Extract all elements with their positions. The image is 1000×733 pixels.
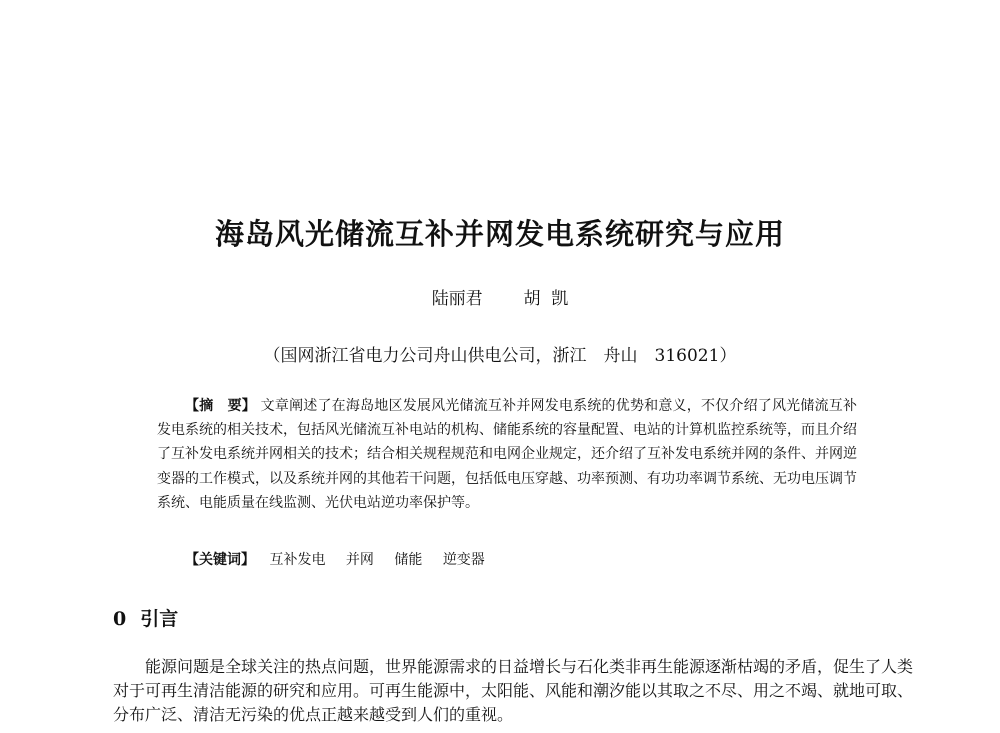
keyword: 储能 [394, 552, 423, 568]
keyword: 互补发电 [269, 552, 326, 568]
author-affiliation: （国网浙江省电力公司舟山供电公司，浙江 舟山 316021） [263, 346, 737, 366]
section-heading [113, 604, 178, 631]
keyword: 逆变器 [442, 552, 485, 568]
keyword: 并网 [345, 552, 374, 568]
section-title: 引言 [140, 608, 179, 630]
keywords [185, 549, 501, 569]
abstract-text: 文章阐述了在海岛地区发展风光储流互补并网发电系统的优势和意义，不仅介绍了风光储流互补发电系统的相关技术，包括风光储流互补电站的机构、储能系统的容量配置、电站的计算机监控系统等，而且介绍了互补发电系统并网相关的技术；结合相关规程规范和电网企业规定，还介绍了互补发电系统并网的条件、并网逆变器的工作模式，以及系统并网的其他若干问题，包括低电压穿越、功率预测、有功功率调节系统、无功电压调节系统、电能质量在线监测、光伏电站逆功率保护等。 [157, 398, 857, 511]
paper-title: 海岛风光储流互补并网发电系统研究与应用 [214, 217, 785, 251]
author-name: 胡 凯 [523, 289, 569, 309]
abstract [157, 394, 857, 515]
intro-paragraph: 能源问题是全球关注的热点问题，世界能源需求的日益增长与石化类非再生能源逐渐枯竭的矛盾，促生了人类对于可再生清洁能源的研究和应用。可再生能源中，太阳能、风能和潮汐能以其取之不尽、用之不竭、就地可取、分布广泛、清洁无污染的优点正越来越受到人们的重视。 [113, 657, 914, 724]
section-number: 0 [113, 608, 127, 630]
author-name: 陆丽君 [431, 289, 483, 309]
author-list [0, 284, 1000, 309]
keywords-label: 【关键词】 [185, 552, 255, 568]
abstract-label: 【摘 要】 [185, 398, 257, 414]
